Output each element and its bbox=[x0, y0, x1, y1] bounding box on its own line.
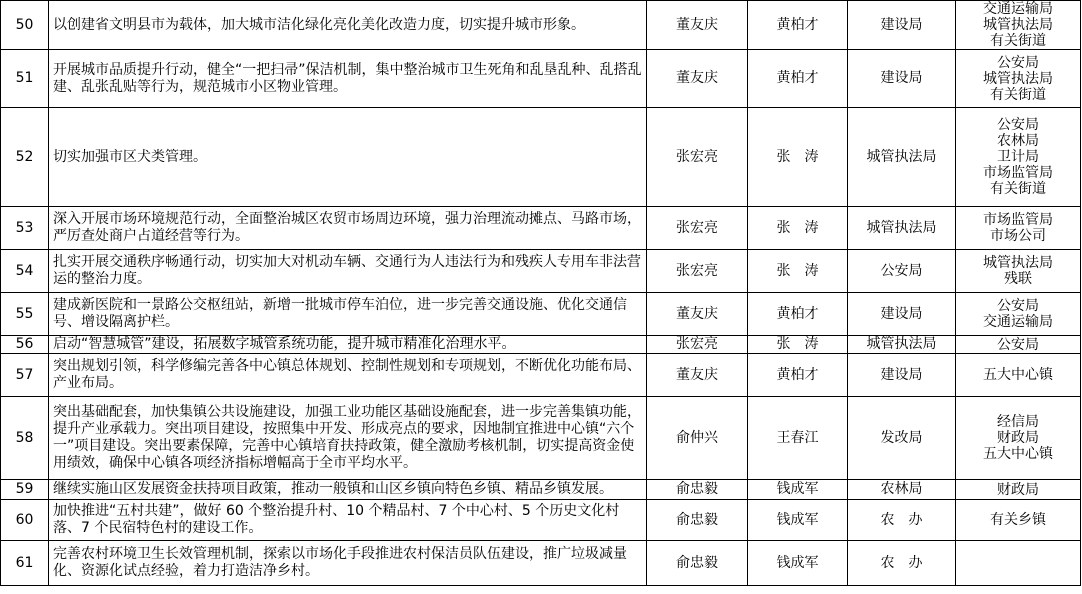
row-number: 61 bbox=[1, 541, 49, 586]
responsible-person: 张 涛 bbox=[748, 336, 848, 354]
table-row bbox=[1, 500, 1081, 541]
responsible-leader: 张宏亮 bbox=[647, 108, 748, 207]
cooperating-unit: 财政局 bbox=[997, 430, 1039, 446]
table-row bbox=[1, 1, 1081, 50]
cooperating-units bbox=[956, 500, 1081, 541]
row-number: 56 bbox=[1, 336, 49, 354]
responsible-person: 黄柏才 bbox=[748, 1, 848, 50]
responsible-leader: 俞忠毅 bbox=[647, 480, 748, 500]
cooperating-units bbox=[956, 541, 1081, 586]
cooperating-units bbox=[956, 336, 1081, 354]
responsible-person: 张 涛 bbox=[748, 250, 848, 293]
cooperating-unit: 市场公司 bbox=[990, 228, 1046, 244]
cooperating-unit: 农林局 bbox=[997, 133, 1039, 149]
cooperating-units bbox=[956, 108, 1081, 207]
responsible-leader: 董友庆 bbox=[647, 293, 748, 336]
cooperating-units bbox=[956, 354, 1081, 397]
lead-unit: 农 办 bbox=[848, 500, 956, 541]
responsible-leader: 张宏亮 bbox=[647, 207, 748, 250]
lead-unit: 建设局 bbox=[848, 50, 956, 108]
cooperating-unit: 卫计局 bbox=[997, 149, 1039, 165]
table-row bbox=[1, 397, 1081, 480]
task-description: 加快推进“五村共建”，做好 60 个整治提升村、10 个精品村、7 个中心村、5 个历史文化村落、7 个民宿特色村的建设工作。 bbox=[49, 500, 647, 541]
row-number: 54 bbox=[1, 250, 49, 293]
cooperating-unit: 五大中心镇 bbox=[983, 367, 1053, 383]
lead-unit: 公安局 bbox=[848, 250, 956, 293]
lead-unit: 城管执法局 bbox=[848, 108, 956, 207]
lead-unit: 建设局 bbox=[848, 354, 956, 397]
table-row bbox=[1, 480, 1081, 500]
responsible-leader: 董友庆 bbox=[647, 354, 748, 397]
cooperating-unit: 有关街道 bbox=[990, 33, 1046, 49]
responsible-person: 张 涛 bbox=[748, 108, 848, 207]
responsible-person: 钱成军 bbox=[748, 500, 848, 541]
lead-unit: 农林局 bbox=[848, 480, 956, 500]
row-number: 52 bbox=[1, 108, 49, 207]
cooperating-unit: 公安局 bbox=[997, 54, 1039, 71]
cooperating-unit: 经信局 bbox=[997, 414, 1039, 430]
table-row bbox=[1, 293, 1081, 336]
table-row bbox=[1, 336, 1081, 354]
cooperating-units bbox=[956, 480, 1081, 500]
cooperating-unit: 城管执法局 bbox=[983, 70, 1053, 87]
cooperating-unit: 城管执法局 bbox=[983, 255, 1053, 271]
row-number: 53 bbox=[1, 207, 49, 250]
responsible-person: 黄柏才 bbox=[748, 50, 848, 108]
lead-unit: 农 办 bbox=[848, 541, 956, 586]
task-description: 切实加强市区犬类管理。 bbox=[49, 108, 647, 207]
cooperating-units bbox=[956, 50, 1081, 108]
responsible-leader: 俞仲兴 bbox=[647, 397, 748, 480]
task-description: 启动“智慧城管”建设，拓展数字城管系统功能，提升城市精准化治理水平。 bbox=[49, 336, 647, 354]
cooperating-unit: 交通运输局 bbox=[983, 314, 1053, 330]
task-description: 扎实开展交通秩序畅通行动，切实加大对机动车辆、交通行为人违法行为和残疾人专用车非法营运的整治力度。 bbox=[49, 250, 647, 293]
cooperating-unit: 公安局 bbox=[997, 298, 1039, 314]
row-number: 51 bbox=[1, 50, 49, 108]
lead-unit: 建设局 bbox=[848, 293, 956, 336]
cooperating-unit: 五大中心镇 bbox=[983, 446, 1053, 462]
cooperating-units bbox=[956, 1, 1081, 50]
row-number: 50 bbox=[1, 1, 49, 50]
task-description: 建成新医院和一景路公交枢纽站，新增一批城市停车泊位，进一步完善交通设施、优化交通信号、增设隔离护栏。 bbox=[49, 293, 647, 336]
task-description: 开展城市品质提升行动，健全“一把扫帚”保洁机制，集中整治城市卫生死角和乱垦乱种、乱搭乱建、乱张乱贴等行为，规范城市小区物业管理。 bbox=[49, 50, 647, 108]
responsible-person: 钱成军 bbox=[748, 480, 848, 500]
task-description: 完善农村环境卫生长效管理机制，探索以市场化手段推进农村保洁员队伍建设，推广垃圾减量化、资源化试点经验，着力打造洁净乡村。 bbox=[49, 541, 647, 586]
task-description: 以创建省文明县市为载体，加大城市洁化绿化亮化美化改造力度，切实提升城市形象。 bbox=[49, 1, 647, 50]
row-number: 60 bbox=[1, 500, 49, 541]
responsible-person: 黄柏才 bbox=[748, 293, 848, 336]
cooperating-units bbox=[956, 250, 1081, 293]
table-row bbox=[1, 250, 1081, 293]
cooperating-unit: 有关街道 bbox=[990, 86, 1046, 103]
task-description: 突出基础配套，加快集镇公共设施建设，加强工业功能区基础设施配套，进一步完善集镇功能，提升产业承载力。突出项目建设，按照集中开发、形成亮点的要求，因地制宜推进中心镇“六个一”项目建设。突出要素保障，完善中心镇培育扶持政策，健全激励考核机制，切实提高资金使用绩效，确保中心镇各项经济指标增幅高于全市平均水平。 bbox=[49, 397, 647, 480]
responsible-person: 钱成军 bbox=[748, 541, 848, 586]
table-row bbox=[1, 207, 1081, 250]
lead-unit: 城管执法局 bbox=[848, 207, 956, 250]
lead-unit: 城管执法局 bbox=[848, 336, 956, 354]
lead-unit: 建设局 bbox=[848, 1, 956, 50]
responsible-leader: 张宏亮 bbox=[647, 250, 748, 293]
responsible-person: 黄柏才 bbox=[748, 354, 848, 397]
lead-unit: 发改局 bbox=[848, 397, 956, 480]
cooperating-unit: 公安局 bbox=[997, 117, 1039, 133]
row-number: 57 bbox=[1, 354, 49, 397]
responsible-person: 王春江 bbox=[748, 397, 848, 480]
task-description: 突出规划引领，科学修编完善各中心镇总体规划、控制性规划和专项规划，不断优化功能布局、产业布局。 bbox=[49, 354, 647, 397]
responsible-leader: 董友庆 bbox=[647, 50, 748, 108]
cooperating-unit: 交通运输局 bbox=[983, 1, 1053, 17]
cooperating-unit: 残联 bbox=[1004, 271, 1032, 287]
cooperating-unit: 城管执法局 bbox=[983, 17, 1053, 33]
table-row bbox=[1, 354, 1081, 397]
table-row bbox=[1, 108, 1081, 207]
cooperating-unit: 有关街道 bbox=[990, 181, 1046, 197]
responsible-leader: 董友庆 bbox=[647, 1, 748, 50]
row-number: 59 bbox=[1, 480, 49, 500]
responsible-leader: 张宏亮 bbox=[647, 336, 748, 354]
cooperating-unit: 财政局 bbox=[997, 481, 1039, 498]
row-number: 55 bbox=[1, 293, 49, 336]
cooperating-unit: 市场监管局 bbox=[983, 165, 1053, 181]
task-description: 深入开展市场环境规范行动，全面整治城区农贸市场周边环境，强力治理流动摊点、马路市场，严厉查处商户占道经营等行为。 bbox=[49, 207, 647, 250]
responsible-leader: 俞忠毅 bbox=[647, 500, 748, 541]
responsible-leader: 俞忠毅 bbox=[647, 541, 748, 586]
task-description: 继续实施山区发展资金扶持项目政策，推动一般镇和山区乡镇向特色乡镇、精品乡镇发展。 bbox=[49, 480, 647, 500]
table-row bbox=[1, 541, 1081, 586]
cooperating-unit: 公安局 bbox=[997, 336, 1039, 353]
cooperating-unit: 市场监管局 bbox=[983, 212, 1053, 228]
cooperating-units bbox=[956, 397, 1081, 480]
table-row bbox=[1, 50, 1081, 108]
row-number: 58 bbox=[1, 397, 49, 480]
cooperating-unit: 有关乡镇 bbox=[990, 512, 1046, 528]
cooperating-units bbox=[956, 293, 1081, 336]
cooperating-units bbox=[956, 207, 1081, 250]
responsible-person: 张 涛 bbox=[748, 207, 848, 250]
